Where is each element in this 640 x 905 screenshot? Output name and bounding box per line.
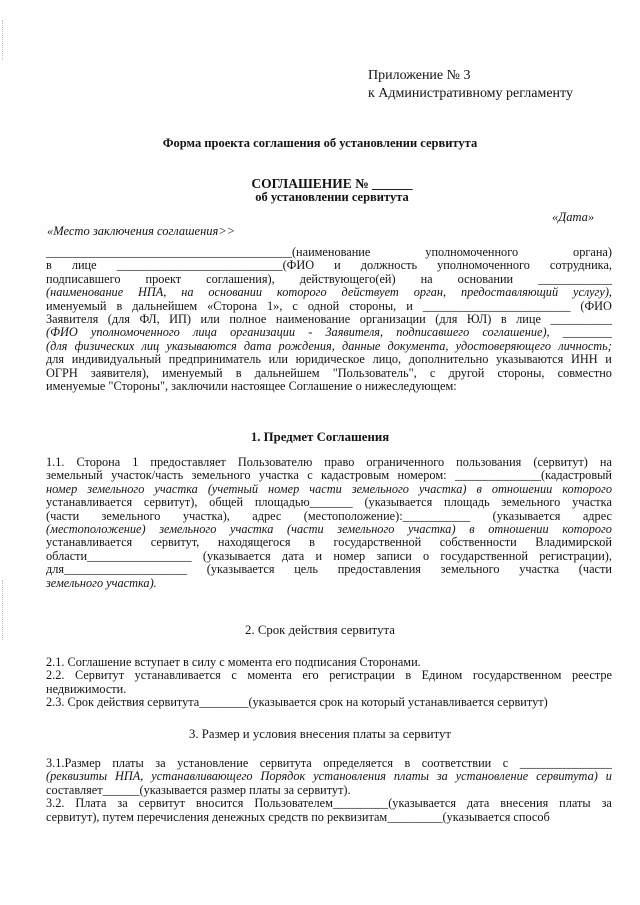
text-line: именуемый в дальнейшем «Сторона 1», с одной стороны, и ________________________ (ФИО	[46, 298, 612, 313]
text-line: (части земельного участка), адрес (местоположение):___________ (указывается адрес	[46, 508, 612, 523]
text-line: (местоположение) земельного участка (части земельного участка) в отношении которого	[46, 521, 612, 536]
text-line: недвижимости.	[46, 681, 127, 696]
form-title: Форма проекта соглашения об установлении сервитута	[162, 136, 478, 150]
section-3-body	[46, 757, 612, 824]
text-line: для____________________ (указывается цель предоставления земельного участка (части	[46, 562, 612, 577]
text-line: земельный участок/часть земельного участка с кадастровым номером: ______________(кадастровый	[46, 468, 612, 483]
text-line: устанавливается сервитут), общей площадью_______ (указывается площадь земельного участка	[46, 495, 612, 510]
text-line: подписавшего проект соглашения), действующего(ей) на основании ____________	[46, 271, 612, 286]
section-1-body	[46, 456, 612, 590]
text-line: (ФИО уполномоченного лица организации - Заявителя, подписавшего соглашение), ________	[46, 325, 612, 340]
text-line: ________________________________________(наименование уполномоченного органа)	[46, 245, 612, 259]
agreement-title: СОГЛАШЕНИЕ № ______	[251, 176, 413, 191]
annex-header	[368, 67, 573, 103]
text-line: 2.2. Сервитут устанавливается с момента его регистрации в Едином государственном реестре	[46, 668, 612, 683]
text-line: Заявителя (для ФЛ, ИП) или полное наименование организации (для ЮЛ) в лице __________	[46, 311, 612, 326]
text-line: устанавливается сервитут, находящегося в государственной собственности Владимирской	[46, 535, 612, 550]
agreement-subtitle: об установлении сервитута	[255, 190, 409, 204]
text-line: именуемые "Стороны", заключили настоящее Соглашение о нижеследующем:	[46, 378, 457, 393]
annex-line-2: к Административному регламенту	[368, 86, 573, 101]
text-line: 2.3. Срок действия сервитута________(указывается срок на который устанавливается сервитут)	[46, 695, 548, 710]
text-line: земельного участка).	[46, 575, 157, 590]
text-line: ОГРН заявителя), именуемый в дальнейшем "Пользователь", с другой стороны, совместно	[46, 365, 612, 380]
date-label: «Дата»	[552, 210, 595, 224]
page-edge-marks	[2, 20, 5, 60]
place-label: «Место заключения соглашения>>	[47, 224, 236, 238]
text-line: (реквизиты НПА, устанавливающего Порядок установления платы за установление сервитута) и	[46, 769, 612, 784]
preamble-paragraph	[46, 246, 612, 393]
section-1-heading: 1. Предмет Соглашения	[250, 430, 390, 444]
section-3-heading: 3. Размер и условия внесения платы за сервитут	[188, 727, 452, 741]
text-line: (для физических лиц указываются дата рождения, данные документа, удостоверяющего личность;	[46, 338, 612, 353]
text-line: (наименование НПА, на основании которого действует орган, предоставляющий услугу),	[46, 285, 612, 300]
section-2-heading: 2. Срок действия сервитута	[245, 623, 395, 637]
section-2-body	[46, 656, 612, 710]
text-line: для индивидуальный предприниматель или юридическое лицо, дополнительно указываются ИНН и	[46, 352, 612, 367]
text-line: 2.1. Соглашение вступает в силу с момента его подписания Сторонами.	[46, 655, 421, 669]
text-line: сервитут), путем перечисления денежных средств по реквизитам_________(указывается способ	[46, 809, 550, 824]
text-line: области_________________ (указывается дата и номер записи о государственной регистрации),	[46, 548, 612, 563]
text-line: номер земельного участка (учетный номер части земельного участка) в отношении которого	[46, 481, 612, 496]
annex-line-1: Приложение № 3	[368, 68, 471, 83]
text-line: в лице ___________________________(ФИО и должность уполномоченного сотрудника,	[46, 258, 612, 273]
text-line: 1.1. Сторона 1 предоставляет Пользователю право ограниченного пользования (сервитут) на	[46, 455, 612, 469]
text-line: составляет______(указывается размер платы за сервитут).	[46, 782, 351, 797]
text-line: 3.2. Плата за сервитут вносится Пользователем_________(указывается дата внесения платы за	[46, 796, 612, 811]
text-line: 3.1.Размер платы за установление сервитута определяется в соответствии с _______________	[46, 756, 612, 770]
